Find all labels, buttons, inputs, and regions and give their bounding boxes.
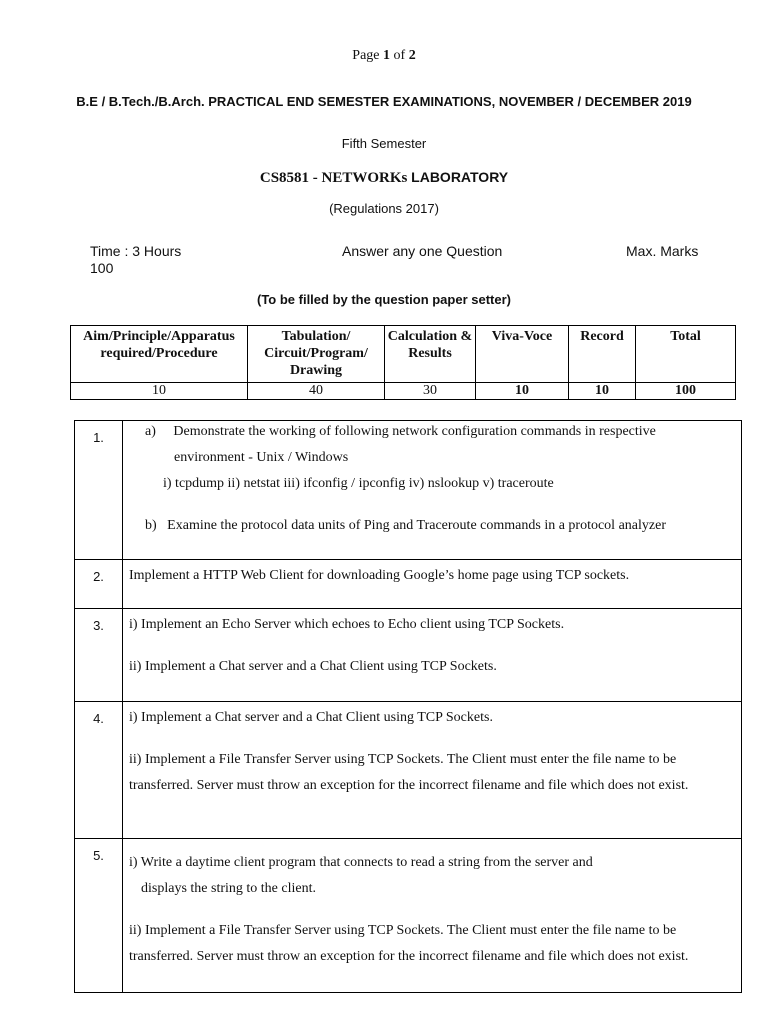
exam-time — [90, 243, 240, 277]
marks-value-row — [71, 383, 736, 400]
question-1b — [129, 513, 735, 539]
questions-table — [74, 420, 742, 993]
question-row-2 — [75, 560, 742, 609]
question-body — [123, 421, 742, 560]
question-row-4 — [75, 702, 742, 839]
question-text: Examine the protocol data units of Ping and Traceroute commands in a protocol analyzer — [167, 518, 666, 533]
question-row-1 — [75, 421, 742, 560]
question-text: transferred. Server must throw an exception for the incorrect filename and file which does not exist. — [129, 778, 689, 793]
question-text: environment - Unix / Windows — [174, 450, 349, 465]
marks-value-record: 10 — [569, 383, 636, 400]
subject-title — [0, 169, 768, 187]
subject-code: CS8581 - NETWORKs — [259, 170, 412, 186]
part-label: a) — [145, 424, 156, 439]
marks-header-viva: Viva-Voce — [476, 326, 569, 383]
marks-value-aim: 10 — [71, 383, 248, 400]
question-number: 1. — [75, 421, 123, 560]
time-continued: 100 — [90, 260, 114, 276]
marks-header-aim: Aim/Principle/Apparatus required/Procedure — [71, 326, 248, 383]
time-label: Time : 3 Hours — [90, 243, 182, 259]
setter-note: (To be filled by the question paper setter) — [256, 292, 511, 307]
question-text: ii) Implement a File Transfer Server using TCP Sockets. The Client must enter the file name to be — [129, 923, 677, 938]
question-text: ii) Implement a File Transfer Server using TCP Sockets. The Client must enter the file name to be — [129, 752, 677, 767]
marks-header-total: Total — [636, 326, 736, 383]
marks-value-total: 100 — [636, 383, 736, 400]
marks-header-tabulation: Tabulation/ Circuit/Program/ Drawing — [248, 326, 385, 383]
question-number: 2. — [75, 560, 123, 609]
question-row-5 — [75, 839, 742, 993]
max-marks: Max. Marks — [626, 243, 699, 259]
question-number: 3. — [75, 609, 123, 702]
question-text: i) Implement an Echo Server which echoes to Echo client using TCP Sockets. — [129, 617, 565, 632]
question-text: displays the string to the client. — [141, 881, 316, 896]
question-row-3 — [75, 609, 742, 702]
question-text: transferred. Server must throw an exception for the incorrect filename and file which does not exist. — [129, 949, 689, 964]
page-of: of — [390, 48, 409, 63]
marks-value-tabulation: 40 — [248, 383, 385, 400]
marks-value-viva: 10 — [476, 383, 569, 400]
marks-value-calculation: 30 — [385, 383, 476, 400]
marks-header-calculation: Calculation & Results — [385, 326, 476, 383]
subject-lab: LABORATORY — [411, 169, 509, 185]
question-body — [123, 839, 742, 993]
question-text: ii) Implement a Chat server and a Chat Client using TCP Sockets. — [129, 659, 497, 674]
page-total: 2 — [408, 48, 416, 63]
question-text: Demonstrate the working of following network configuration commands in respective — [173, 424, 656, 439]
marks-table — [70, 325, 736, 400]
marks-header-row — [71, 326, 736, 383]
marks-header-record: Record — [569, 326, 636, 383]
question-number: 4. — [75, 702, 123, 839]
question-number: 5. — [75, 839, 123, 993]
regulations: (Regulations 2017) — [329, 201, 439, 216]
exam-title: B.E / B.Tech./B.Arch. PRACTICAL END SEMESTER EXAMINATIONS, NOVEMBER / DECEMBER 2019 — [76, 94, 692, 109]
question-text: Implement a HTTP Web Client for downloading Google’s home page using TCP sockets. — [129, 568, 630, 583]
question-text: i) Write a daytime client program that connects to read a string from the server and — [129, 855, 593, 870]
question-body — [123, 702, 742, 839]
question-1a — [129, 419, 735, 445]
page-current: 1 — [383, 48, 391, 63]
page-number — [0, 48, 768, 64]
page-prefix: Page — [352, 48, 384, 63]
question-body — [123, 609, 742, 702]
question-text: i) tcpdump ii) netstat iii) ifconfig / ipconfig iv) nslookup v) traceroute — [163, 476, 554, 491]
part-label: b) — [145, 518, 157, 533]
question-body — [123, 560, 742, 609]
answer-instruction: Answer any one Question — [342, 243, 503, 259]
semester: Fifth Semester — [341, 136, 427, 151]
question-text: i) Implement a Chat server and a Chat Client using TCP Sockets. — [129, 710, 493, 725]
